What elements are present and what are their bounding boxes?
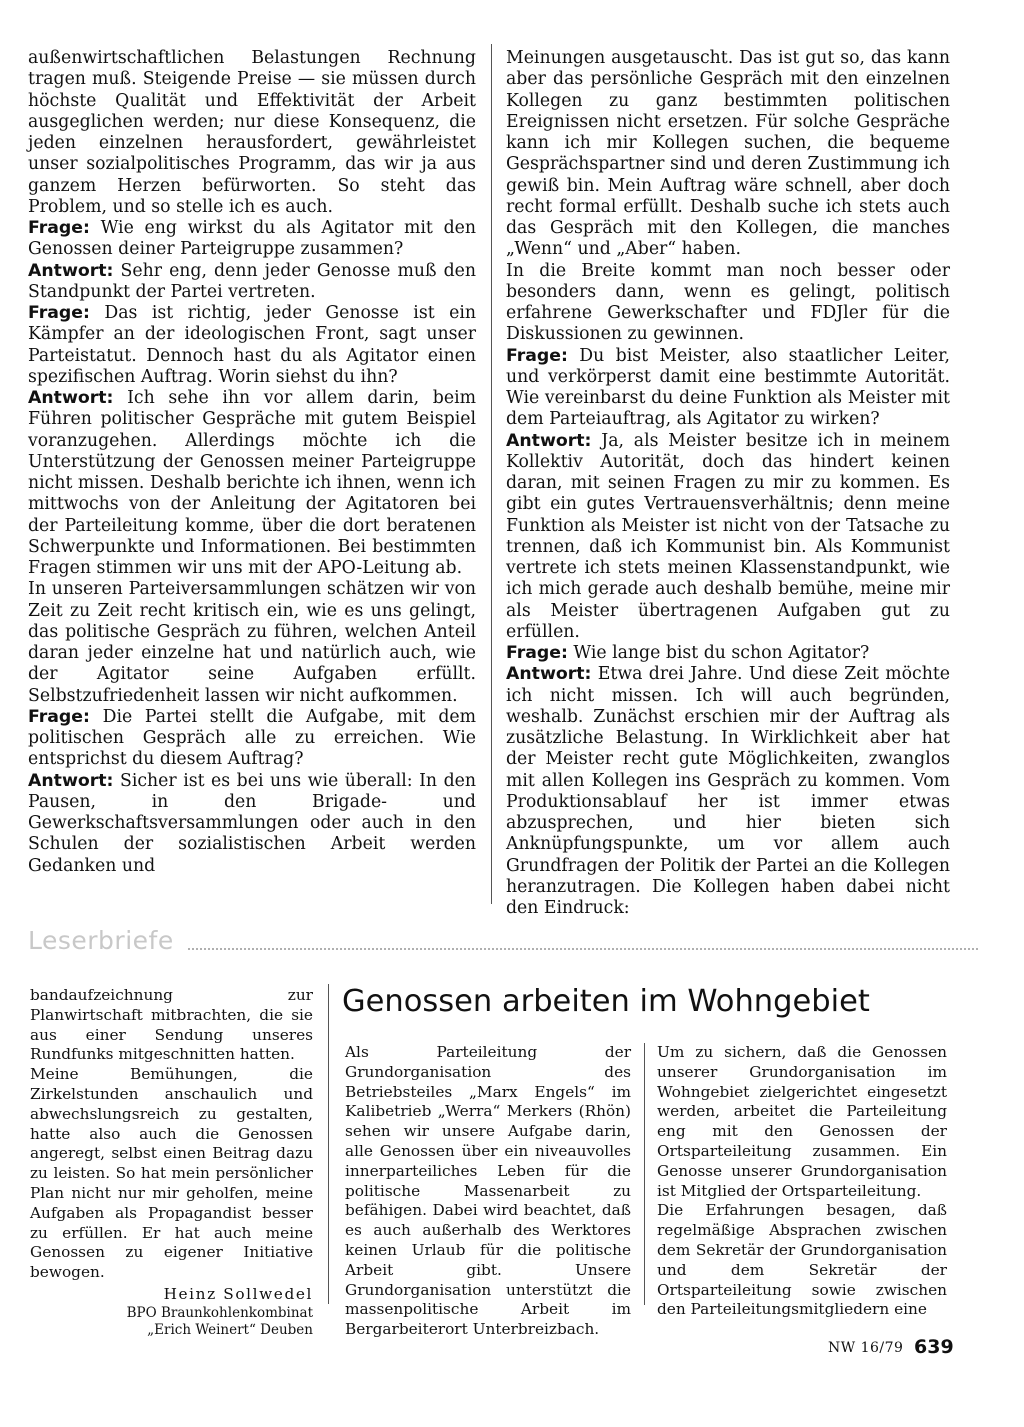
answer-text: Sehr eng, denn jeder Genosse muß den Standpunkt der Partei vertreten. [28,260,476,302]
question [28,218,476,261]
question-label: Frage: [506,643,568,663]
answer-text: Ich sehe ihn vor allem darin, beim Führen politischer Gespräche mit gutem Beispiel voranzugehen. Allerdings möchte ich die Unterstützung der Genossen meiner Parteigruppe nicht missen. Deshalb berichte ich ihnen, wenn ich mittwochs von der Anleitung der Agitatoren bei der Parteileitung komme, über die dort beratenen Schwerpunkte und Informationen. Bei bestimmten Fragen stimmen wir uns mit der APO-Leitung ab. [28,388,476,578]
page-number: 639 [914,1336,954,1358]
question-text: Wie eng wirkst du als Agitator mit den Genossen deiner Parteigruppe zusammen? [28,218,476,260]
answer-label: Antwort: [28,260,114,281]
question [506,643,950,664]
question [506,346,950,431]
column-divider [644,1043,645,1305]
paragraph: Meinungen ausgetauscht. Das ist gut so, das kann aber das persönliche Gespräch mit den einzelnen Kollegen zu ganz bestimmten politischen Ereignissen nicht ersetzen. Für solche Gespräche kann ich mir Kollegen suchen, die bequeme Gesprächspartner sind und deren Zustimmung ich gewiß bin. Mein Auftrag wäre schnell, aber doch recht formal erfüllt. Deshalb suche ich stets auch das Gespräch mit den Kollegen, die manches „Wenn“ und „Aber“ haben. [506,48,950,260]
paragraph: bandaufzeichnung zur Planwirtschaft mitbrachten, die sie aus einer Sendung unseres Rundfunks mitgeschnitten hatten. [30,986,313,1064]
answer [28,261,476,304]
article-headline: Genossen arbeiten im Wohngebiet [342,984,870,1019]
question-label: Frage: [28,706,90,727]
answer-label: Antwort: [28,388,114,408]
section-label: Leserbriefe [28,926,174,955]
article-column-2 [657,1043,947,1320]
article-column-1 [345,1043,631,1340]
signature-block [30,1285,313,1339]
section-header [28,926,968,960]
column-divider [328,984,329,1304]
answer [506,664,950,919]
author-name: Heinz Sollwedel [163,1284,313,1303]
answer-text: Etwa drei Jahre. Und diese Zeit möchte ich nicht missen. Ich will auch begründen, weshalb. Zunächst erschien mir der Auftrag als zusätzliche Belastung. In Wirklichkeit aber hat der Meister recht gute Möglichkeiten, zwanglos mit allen Kollegen ins Gespräch zu kommen. Vom Produktionsablauf her ist immer etwas abzusprechen, und hier bieten sich Anknüpfungspunkte, um vor allem auch Grundfragen der Politik der Partei an die Kollegen heranzutragen. Die Kollegen haben dabei nicht den Eindruck: [506,664,950,918]
question-label: Frage: [28,218,90,238]
answer [28,771,476,877]
answer-label: Antwort: [506,430,592,451]
author-location: „Erich Weinert“ Deuben [147,1321,313,1338]
paragraph: Meine Bemühungen, die Zirkelstunden anschaulich und abwechslungsreich zu gestalten, hatte also auch die Genossen angeregt, selbst einen Beitrag dazu zu leisten. So hat mein persönlicher Plan nicht nur mir geholfen, meine Aufgaben als Propagandist besser zu erfüllen. Er hat auch meine Genossen zu eigener Initiative bewogen. [30,1065,313,1282]
question [28,303,476,388]
reader-letter [30,986,313,1339]
question-text: Wie lange bist du schon Agitator? [567,643,870,663]
section-divider [188,948,978,953]
column-divider [491,44,492,904]
answer-label: Antwort: [28,770,114,791]
answer-label: Antwort: [506,664,592,685]
paragraph: In unseren Parteiversammlungen schätzen wir von Zeit zu Zeit recht kritisch ein, wie es uns gelingt, das politische Gespräch zu führen, welchen Anteil daran jeder einzelne hat und natürlich auch, wie der Agitator seine Aufgaben erfüllt. Selbstzufriedenheit lassen wir nicht aufkommen. [28,579,476,706]
question-label: Frage: [28,303,90,323]
answer-text: Sicher ist es bei uns wie überall: In den Pausen, in den Brigade- und Gewerkschaftsversammlungen oder auch in den Schulen der sozialistischen Arbeit werden Gedanken und [28,770,476,876]
paragraph: In die Breite kommt man noch besser oder besonders dann, wenn es gelingt, politisch erfahrene Gewerkschafter und FDJler für die Diskussionen zu gewinnen. [506,260,950,345]
question-text: Das ist richtig, jeder Genosse ist ein Kämpfer an der ideologischen Front, sagt unser Parteistatut. Dennoch hast du als Agitator einen spezifischen Auftrag. Worin siehst du ihn? [28,303,476,387]
question-label: Frage: [506,345,568,366]
page-footer [828,1336,958,1362]
paragraph: Um zu sichern, daß die Genossen unserer Grundorganisation im Wohngebiet zielgerichtet eingesetzt werden, arbeitet die Parteileitung eng mit den Genossen der Ortsparteileitung zusammen. Ein Genosse unserer Grundorganisation ist Mitglied der Ortsparteileitung. [657,1043,947,1200]
paragraph: Als Parteileitung der Grundorganisation des Betriebsteiles „Marx Engels“ im Kalibetrieb „Werra“ Merkers (Rhön) sehen wir unsere Aufgabe darin, alle Genossen über ein niveauvolles innerparteiliches Leben für die politische Massenarbeit zu befähigen. Dabei wird beachtet, daß es auch außerhalb des Werktores keinen Urlaub für die politische Arbeit gibt. Unsere Grundorganisation unterstützt die massenpolitische Arbeit im Bergarbeiterort Unterbreizbach. [345,1043,631,1339]
answer [28,388,476,579]
issue-number: NW 16/79 [828,1340,904,1356]
interview-column-right [506,48,950,919]
question-text: Die Partei stellt die Aufgabe, mit dem politischen Gespräch alle zu erreichen. Wie entsprichst du diesem Auftrag? [28,706,476,770]
interview-column-left [28,48,476,877]
answer-text: Ja, als Meister besitze ich in meinem Kollektiv Autorität, doch das hindert keinen daran, mit seinen Fragen zu mir zu kommen. Es gibt ein gutes Vertrauensverhältnis; denn meine Funktion als Meister ist nicht von der Tatsache zu trennen, daß ich Kommunist bin. Als Kommunist vertrete ich stets meinen Klassenstandpunkt, wie ich mich gerade auch deshalb bemühe, meine mir als Meister übertragenen Aufgaben gut zu erfüllen. [506,430,950,642]
question-text: Du bist Meister, also staatlicher Leiter, und verkörperst damit eine bestimmte Autorität. Wie vereinbarst du deine Funktion als Meister mit dem Parteiauftrag, als Agitator zu wirken? [506,345,950,430]
author-organization: BPO Braunkohlenkombinat [126,1304,313,1321]
paragraph: Die Erfahrungen besagen, daß regelmäßige Absprachen zwischen dem Sekretär der Grundorganisation und dem Sekretär der Ortsparteileitung sowie zwischen den Parteileitungsmitgliedern eine [657,1201,947,1319]
question [28,707,476,771]
answer [506,431,950,644]
paragraph: außenwirtschaftlichen Belastungen Rechnung tragen muß. Steigende Preise — sie müssen durch höchste Qualität und Effektivität der Arbeit ausgeglichen werden; nur diese Konsequenz, die jeden einzelnen herausfordert, gewährleistet unser sozialpolitisches Programm, das wir ja aus ganzem Herzen befürworten. So steht das Problem, und so stelle ich es auch. [28,48,476,217]
